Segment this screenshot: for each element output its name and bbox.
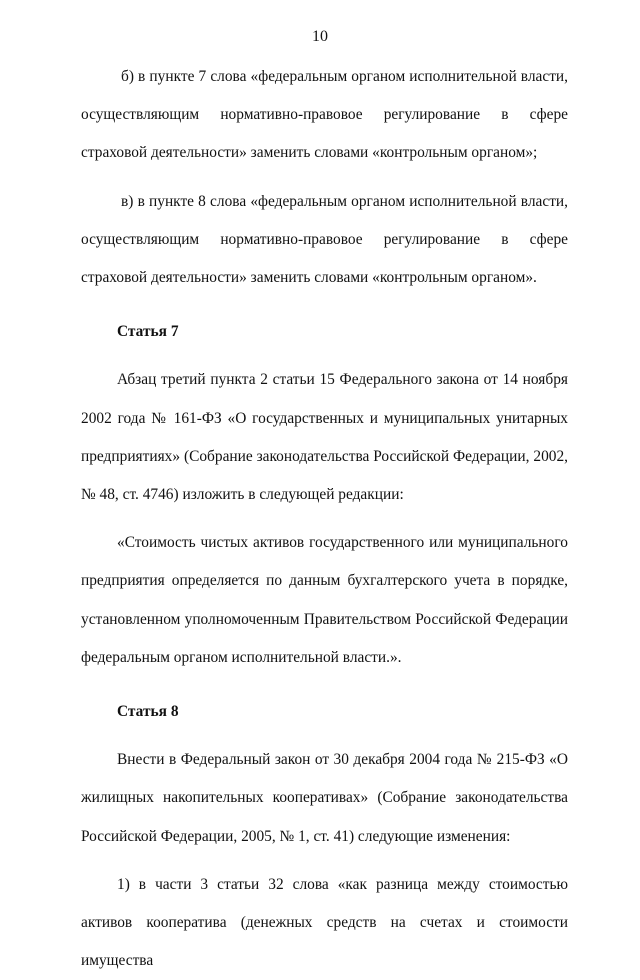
article-8-item-1: 1) в части 3 статьи 32 слова «как разница между стоимостью активов кооператива (денежных средств на счетах и стоимости имущества xyxy=(81,875,568,970)
article-8-heading: Статья 8 xyxy=(117,703,179,721)
article-7-quote: «Стоимость чистых активов государственного или муниципального предприятия определяется по данным бухгалтерского учета в порядке, установленном уполномоченным Правительством Российской Федерации федеральным органом исполнительной власти.». xyxy=(81,534,568,666)
article-8-paragraph: Внести в Федеральный закон от 30 декабря 2004 года № 215-ФЗ «О жилищных накопительных кооперативах» (Собрание законодательства Российской Федерации, 2005, № 1, ст. 41) следующие изменения: xyxy=(81,751,568,845)
article-7-heading: Статья 7 xyxy=(117,323,179,341)
page-number: 10 xyxy=(312,28,328,45)
paragraph-item-v: в) в пункте 8 слова «федеральным органом исполнительной власти, осуществляющим нормативно-правовое регулирование в сфере страховой деятельности» заменить словами «контрольным органом». xyxy=(81,192,568,287)
paragraph-item-b: б) в пункте 7 слова «федеральным органом исполнительной власти, осуществляющим нормативно-правовое регулирование в сфере страховой деятельности» заменить словами «контрольным органом»; xyxy=(81,68,568,162)
article-7-paragraph: Абзац третий пункта 2 статьи 15 Федерального закона от 14 ноября 2002 года № 161-ФЗ «О государственных и муниципальных унитарных предприятиях» (Собрание законодательства Российской Федерации, 2002, № 48, ст. 4746) изложить в следующей редакции: xyxy=(81,371,568,504)
document-body xyxy=(81,58,568,980)
